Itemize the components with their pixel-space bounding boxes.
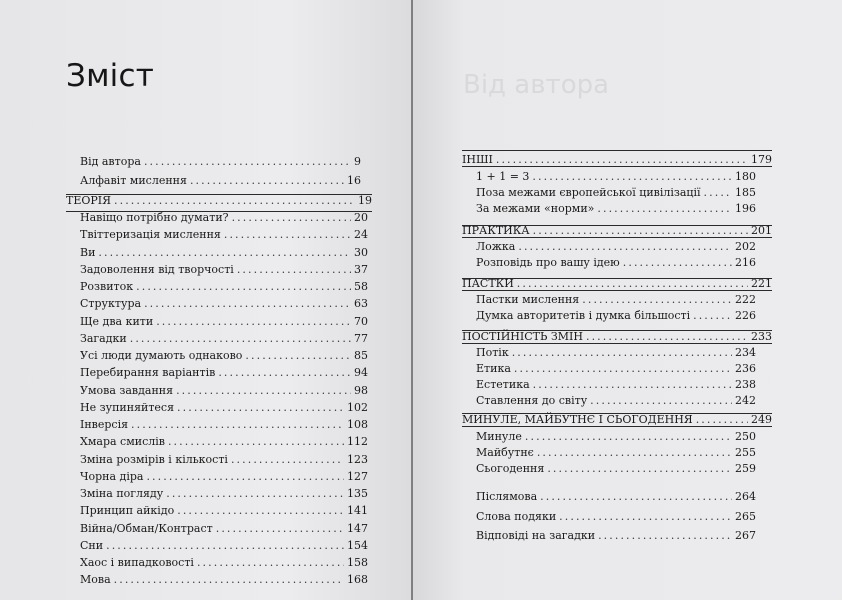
toc-page-number: 94 — [354, 366, 368, 380]
toc-entry-title: ТЕОРІЯ — [66, 194, 112, 207]
toc-entry-title: Хаос і випадковості — [80, 556, 194, 569]
dot-leader — [525, 430, 732, 444]
toc-section-header — [462, 221, 772, 238]
toc-page-number: 85 — [354, 349, 368, 362]
toc-entry — [80, 570, 368, 587]
toc-entry — [476, 343, 756, 360]
toc-entry — [80, 398, 368, 415]
toc-entry-title: ПАСТКИ — [462, 277, 514, 290]
toc-page-number: 250 — [735, 430, 756, 443]
toc-entry-title: Принцип айкідо — [80, 504, 175, 518]
toc-entry-title: ПРАКТИКА — [462, 224, 530, 237]
toc-page-number: 265 — [735, 510, 756, 523]
toc-page-number: 70 — [354, 314, 368, 328]
dot-leader — [237, 263, 351, 277]
toc-entry-title: Мова — [80, 573, 111, 587]
toc-page-number: 9 — [354, 155, 361, 168]
toc-entry — [80, 363, 368, 380]
left-page — [0, 0, 411, 600]
toc-entry-title: За межами «норми» — [476, 202, 595, 215]
toc-entry-title: Умова завдання — [80, 383, 174, 397]
dot-leader — [245, 349, 351, 363]
toc-entry — [476, 391, 756, 408]
toc-entry — [476, 167, 756, 184]
toc-entry-title: Перебирання варіантів — [80, 366, 216, 380]
toc-page-number: 30 — [354, 245, 368, 259]
toc-page-number: 233 — [751, 330, 772, 343]
toc-entry — [476, 183, 756, 200]
toc-page-number: 180 — [735, 170, 756, 183]
toc-entry-title: ПОСТІЙНІСТЬ ЗМІН — [462, 330, 583, 343]
toc-entry-title: Зміна погляду — [80, 487, 164, 500]
toc-page-number: 158 — [347, 556, 368, 569]
toc-page-number: 202 — [735, 240, 756, 253]
toc-entry — [80, 208, 368, 225]
toc-entry — [80, 553, 368, 570]
toc-entry-title: МИНУЛЕ, МАЙБУТНЄ І СЬОГОДЕННЯ — [462, 413, 693, 426]
dot-leader — [514, 362, 732, 376]
toc-page-number: 222 — [735, 293, 756, 306]
toc-entry-title: Сни — [80, 538, 104, 552]
toc-section-header — [462, 327, 772, 344]
toc-section-header — [462, 410, 772, 427]
toc-page-number: 216 — [735, 256, 756, 269]
toc-entry — [80, 346, 368, 363]
toc-entry-title: Минуле — [476, 430, 522, 443]
dot-leader — [136, 280, 351, 294]
toc-entry-title: Хмара смислів — [80, 435, 165, 449]
dot-leader — [517, 277, 748, 291]
toc-entry-title: Етика — [476, 362, 511, 375]
toc-entry — [80, 381, 368, 398]
toc-page-number: 168 — [347, 573, 368, 587]
toc-page-number: 201 — [751, 224, 772, 237]
toc-entry-title: Твіттеризація мислення — [80, 228, 221, 242]
toc-entry — [80, 329, 368, 346]
toc-entry — [80, 152, 361, 169]
dot-leader — [216, 522, 344, 536]
toc-entry — [80, 432, 368, 449]
toc-entry-title: Ложка — [476, 240, 516, 253]
toc-entry-title: Усі люди думають однаково — [80, 349, 243, 362]
toc-page-number: 141 — [347, 504, 368, 518]
toc-page-number: 255 — [735, 446, 756, 459]
dot-leader — [586, 330, 748, 344]
dot-leader — [144, 297, 351, 311]
toc-page-number: 108 — [347, 418, 368, 431]
toc-entry-title: Розвиток — [80, 280, 134, 293]
dot-leader — [537, 446, 732, 460]
toc-entry-title: Задоволення від творчості — [80, 262, 234, 276]
toc-page-number: 154 — [347, 538, 368, 552]
toc-entry — [80, 501, 368, 518]
dot-leader — [130, 332, 351, 346]
toc-entry — [476, 359, 756, 376]
toc-entry-title: Алфавіт мислення — [80, 174, 187, 187]
toc-entry-title: Від автора — [80, 155, 141, 168]
toc-page-number: 77 — [354, 331, 368, 345]
toc-entry-title: Не зупиняйтеся — [80, 400, 175, 414]
toc-page-number: 123 — [347, 452, 368, 466]
toc-entry-title: Відповіді на загадки — [476, 529, 596, 542]
toc-page-number: 196 — [735, 202, 756, 215]
toc-entry — [476, 487, 756, 504]
toc-entry-title: Війна/Обман/Контраст — [80, 521, 213, 535]
toc-entry — [476, 199, 756, 216]
dot-leader — [496, 153, 748, 167]
toc-page-number: 185 — [735, 186, 756, 199]
toc-page-number: 236 — [735, 362, 756, 375]
dot-leader — [533, 378, 732, 392]
toc-entry — [80, 312, 368, 329]
toc-entry — [80, 294, 368, 311]
dot-leader — [232, 211, 351, 225]
toc-entry — [476, 290, 756, 307]
dot-leader — [197, 556, 344, 570]
dot-leader — [693, 309, 732, 323]
dot-leader — [704, 186, 732, 200]
dot-leader — [156, 315, 351, 329]
toc-entry-title: Зміна розмірів і кількості — [80, 452, 228, 466]
dot-leader — [106, 539, 344, 553]
dot-leader — [190, 174, 344, 188]
toc-page-number: 112 — [347, 435, 368, 449]
dot-leader — [597, 202, 732, 216]
toc-entry — [476, 253, 756, 270]
toc-page-number: 19 — [358, 194, 372, 207]
toc-section-header — [66, 191, 372, 208]
toc-entry — [476, 507, 756, 524]
toc-entry-title: Думка авторитетів і думка більшості — [476, 309, 691, 322]
dot-leader — [559, 510, 732, 524]
dot-leader — [177, 504, 344, 518]
toc-page-number: 102 — [347, 400, 368, 414]
page-title: Зміст — [66, 58, 154, 94]
dot-leader — [168, 435, 344, 449]
dot-leader — [114, 573, 344, 587]
dot-leader — [166, 487, 344, 501]
toc-page-number: 63 — [354, 297, 368, 311]
toc-entry — [80, 519, 368, 536]
toc-entry — [476, 427, 756, 444]
toc-entry — [80, 536, 368, 553]
dot-leader — [540, 490, 732, 504]
toc-page-number: 58 — [354, 280, 368, 293]
dot-leader — [131, 418, 344, 432]
toc-entry — [80, 467, 368, 484]
toc-entry-title: Майбутнє — [476, 446, 534, 459]
toc-page-number: 267 — [735, 529, 756, 542]
toc-entry-title: Інверсія — [80, 418, 129, 431]
toc-entry-title: Навіщо потрібно думати? — [80, 211, 229, 224]
dot-leader — [532, 170, 732, 184]
toc-entry-title: 1 + 1 = 3 — [476, 170, 530, 183]
toc-page-number: 16 — [347, 174, 361, 187]
toc-page-number: 264 — [735, 490, 756, 503]
dot-leader — [98, 246, 351, 260]
toc-page-number: 24 — [354, 228, 368, 242]
toc-entry — [476, 443, 756, 460]
toc-page-number: 249 — [751, 413, 772, 426]
toc-page-number: 98 — [354, 383, 368, 397]
toc-page-number: 259 — [735, 462, 756, 475]
toc-section-header — [462, 274, 772, 291]
toc-entry — [80, 484, 368, 501]
toc-page-number: 20 — [354, 211, 368, 224]
dot-leader — [590, 394, 732, 408]
dot-leader — [623, 256, 732, 270]
toc-entry-title: Поза межами європейської цивілізації — [476, 186, 701, 199]
toc-entry-title: Структура — [80, 297, 142, 311]
dot-leader — [177, 401, 344, 415]
toc-entry — [80, 171, 361, 188]
toc-entry-title: Загадки — [80, 331, 127, 345]
dot-leader — [582, 293, 732, 307]
dot-leader — [231, 453, 344, 467]
toc-entry — [476, 306, 756, 323]
dot-leader — [224, 228, 351, 242]
dot-leader — [512, 346, 732, 360]
dot-leader — [547, 462, 732, 476]
dot-leader — [533, 224, 748, 238]
faded-chapter-title: Від автора — [463, 70, 610, 100]
toc-entry-title: ІНШІ — [462, 153, 493, 166]
toc-entry-title: Ставлення до світу — [476, 394, 588, 407]
toc-entry — [80, 225, 368, 242]
toc-section-header — [462, 150, 772, 167]
toc-page-number: 226 — [735, 309, 756, 322]
toc-page-number: 238 — [735, 378, 756, 391]
toc-entry-title: Розповідь про вашу ідею — [476, 256, 620, 269]
toc-entry — [476, 375, 756, 392]
toc-page-number: 37 — [354, 262, 368, 276]
toc-entry — [80, 243, 368, 260]
dot-leader — [144, 155, 351, 169]
dot-leader — [146, 470, 344, 484]
dot-leader — [218, 366, 351, 380]
right-page — [413, 0, 842, 600]
dot-leader — [518, 240, 732, 254]
toc-entry-title: Післямова — [476, 490, 538, 503]
toc-page-number: 234 — [735, 346, 756, 359]
toc-entry-title: Ви — [80, 245, 96, 259]
toc-entry — [80, 277, 368, 294]
toc-entry — [80, 415, 368, 432]
toc-entry — [80, 450, 368, 467]
toc-entry-title: Естетика — [476, 378, 530, 391]
toc-entry-title: Чорна діра — [80, 469, 144, 483]
dot-leader — [176, 384, 351, 398]
toc-entry-title: Пастки мислення — [476, 293, 580, 306]
toc-entry — [476, 526, 756, 543]
toc-page-number: 127 — [347, 469, 368, 483]
toc-page-number: 147 — [347, 521, 368, 535]
toc-entry-title: Сьогодення — [476, 462, 545, 475]
toc-entry — [476, 459, 756, 476]
dot-leader — [114, 194, 355, 208]
toc-entry — [80, 260, 368, 277]
toc-page-number: 221 — [751, 277, 772, 290]
toc-page-number: 179 — [751, 153, 772, 166]
dot-leader — [696, 413, 748, 427]
toc-page-number: 135 — [347, 487, 368, 500]
toc-page-number: 242 — [735, 394, 756, 407]
toc-entry-title: Слова подяки — [476, 510, 557, 523]
toc-entry — [476, 237, 756, 254]
dot-leader — [598, 529, 732, 543]
toc-entry-title: Ще два кити — [80, 314, 154, 328]
toc-entry-title: Потік — [476, 346, 509, 359]
